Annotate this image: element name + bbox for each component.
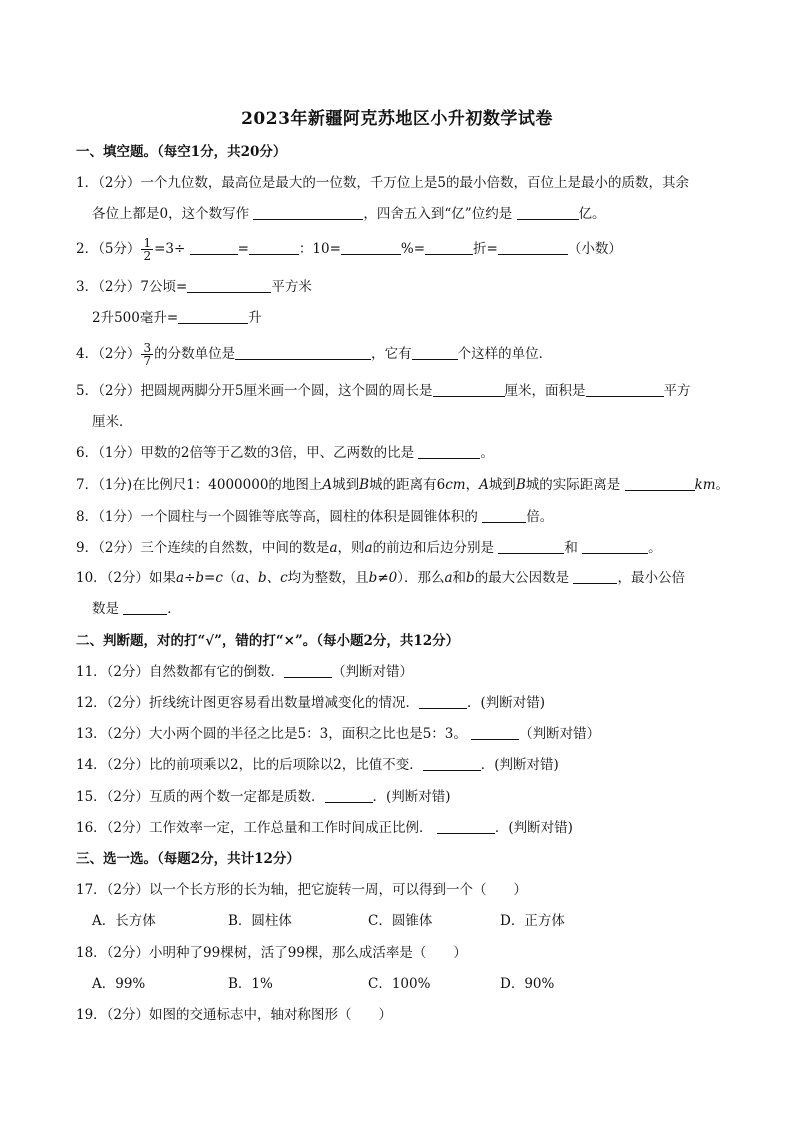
section-true-false: 二、判断题，对的打“√”，错的打“×”。（每小题2分，共12分） bbox=[76, 633, 460, 649]
q4-blank-2[interactable] bbox=[412, 345, 458, 360]
q16-text: 16．（2分）工作效率一定，工作总量和工作时间成正比例． bbox=[76, 820, 433, 836]
q9-text-e: 。 bbox=[648, 540, 662, 556]
q7-blank[interactable] bbox=[625, 476, 695, 491]
question-10-line-2 bbox=[92, 599, 181, 619]
question-16 bbox=[76, 818, 573, 838]
q1-text-c: ，四舍五入到“亿”位约是 bbox=[363, 206, 513, 222]
question-5-line-2: 厘米． bbox=[92, 414, 133, 430]
q2-fraction bbox=[141, 237, 153, 262]
q10-text-h: 数是 bbox=[92, 601, 119, 617]
q10-text-b: （ bbox=[222, 570, 237, 586]
q2-blank-1[interactable] bbox=[190, 240, 238, 255]
q8-text-b: 倍。 bbox=[526, 509, 554, 525]
q10-var-a: a bbox=[444, 570, 453, 586]
q3-text-c: 2升500毫升= bbox=[92, 310, 179, 326]
q14-suffix: ．(判断对错) bbox=[480, 757, 559, 773]
q2-blank-3[interactable] bbox=[341, 240, 401, 255]
q3-text-d: 升 bbox=[248, 310, 262, 326]
q4-fraction bbox=[141, 342, 153, 367]
question-10-line-1 bbox=[76, 568, 685, 588]
q10-expression: a÷b=c bbox=[176, 570, 223, 586]
q4-text-a: 的分数单位是 bbox=[154, 346, 236, 362]
q7-unit-cm: cm bbox=[445, 477, 466, 493]
q7-text-f: 城的实际距离是 bbox=[525, 477, 621, 493]
q13-text: 13．（2分）大小两个圆的半径之比是5：3，面积之比也是5：3。 bbox=[76, 726, 467, 742]
question-3-line-2 bbox=[92, 308, 262, 328]
q7-var-b2: B bbox=[515, 477, 526, 493]
q10-var-b: b bbox=[466, 570, 475, 586]
q5-text-a: 5．（2分）把圆规两脚分开5厘米画一个圆，这个圆的周长是 bbox=[76, 383, 433, 399]
q10-text-c: 均为整数，且 bbox=[287, 570, 369, 586]
q6-text-a: 6．（1分）甲数的2倍等于乙数的3倍，甲、乙两数的比是 bbox=[76, 445, 415, 461]
section-multiple-choice: 三、选一选。（每题2分，共计12分） bbox=[76, 851, 300, 867]
question-1-line-1 bbox=[76, 173, 689, 193]
q11-suffix: （判断对错） bbox=[332, 664, 414, 680]
q10-text-e: 和 bbox=[452, 570, 467, 586]
q9-blank-1[interactable] bbox=[498, 539, 564, 554]
q10-text-d: ）．那么 bbox=[397, 570, 445, 586]
question-15 bbox=[76, 787, 451, 807]
q11-blank[interactable] bbox=[284, 663, 332, 678]
q4-numerator: 3 bbox=[143, 341, 152, 355]
q10-blank-2[interactable] bbox=[123, 600, 167, 615]
question-2 bbox=[76, 237, 622, 262]
q4-prefix: 4．（2分） bbox=[76, 346, 141, 362]
q18-option-b[interactable]: B．1% bbox=[228, 976, 273, 992]
q16-blank[interactable] bbox=[437, 819, 495, 834]
q8-blank[interactable] bbox=[482, 508, 526, 523]
q5-blank-1[interactable] bbox=[433, 382, 505, 397]
q4-text-c: 个这样的单位． bbox=[457, 346, 553, 362]
page-title: 2023年新疆阿克苏地区小升初数学试卷 bbox=[241, 109, 553, 129]
q9-text-c: 的前边和后边分别是 bbox=[372, 540, 495, 556]
q10-condition: b≠0 bbox=[368, 570, 398, 586]
q11-text: 11．（2分）自然数都有它的倒数． bbox=[76, 664, 285, 680]
q17-option-b[interactable]: B．圆柱体 bbox=[228, 913, 292, 929]
q2-blank-5[interactable] bbox=[498, 240, 568, 255]
q8-text-a: 8．（1分）一个圆柱与一个圆锥等底等高，圆柱的体积是圆锥体积的 bbox=[76, 509, 478, 525]
q17-option-a[interactable]: A．长方体 bbox=[92, 913, 156, 929]
q4-blank-1[interactable] bbox=[235, 345, 371, 360]
q7-text-d: ， bbox=[465, 477, 480, 493]
q2-blank-4[interactable] bbox=[425, 240, 473, 255]
q3-text-b: 平方米 bbox=[271, 279, 312, 295]
q1-blank-2[interactable] bbox=[517, 205, 579, 220]
question-13 bbox=[76, 724, 600, 744]
q2-text-1: =3÷ bbox=[154, 241, 186, 257]
q5-text-c: 平方 bbox=[663, 383, 691, 399]
q7-text-b: 城到 bbox=[332, 477, 360, 493]
q9-var-a: a bbox=[329, 540, 338, 556]
q7-text-g: 。 bbox=[715, 477, 730, 493]
question-1-line-2 bbox=[92, 204, 606, 224]
q1-text-b: 各位上都是0，这个数写作 bbox=[92, 206, 250, 222]
q9-var-a2: a bbox=[364, 540, 373, 556]
q15-blank[interactable] bbox=[325, 788, 373, 803]
q17-option-d[interactable]: D．正方体 bbox=[500, 913, 565, 929]
q2-prefix: 2．（5分） bbox=[76, 241, 141, 257]
q14-text: 14．（2分）比的前项乘以2，比的后项除以2，比值不变． bbox=[76, 757, 423, 773]
question-8 bbox=[76, 507, 553, 527]
q9-text-a: 9．（2分）三个连续的自然数，中间的数是 bbox=[76, 540, 330, 556]
q9-text-b: ，则 bbox=[337, 540, 365, 556]
section-fill-in: 一、填空题。（每空1分，共20分） bbox=[76, 144, 287, 160]
q13-suffix: （判断对错） bbox=[519, 726, 601, 742]
question-4 bbox=[76, 342, 552, 367]
q2-text-6: （小数） bbox=[567, 241, 622, 257]
q18-option-a[interactable]: A．99% bbox=[92, 976, 146, 992]
question-6 bbox=[76, 443, 494, 463]
q7-var-b1: B bbox=[359, 477, 370, 493]
q18-option-d[interactable]: D．90% bbox=[500, 976, 555, 992]
q5-text-b: 厘米，面积是 bbox=[504, 383, 586, 399]
q7-unit-km: km bbox=[694, 477, 716, 493]
question-11 bbox=[76, 662, 413, 682]
q1-text-d: 亿。 bbox=[578, 206, 606, 222]
q9-blank-2[interactable] bbox=[582, 539, 648, 554]
q2-numerator: 1 bbox=[143, 236, 152, 250]
question-5-line-1 bbox=[76, 381, 691, 401]
q3-text-a: 3．（2分）7公顷= bbox=[76, 279, 188, 295]
q13-blank[interactable] bbox=[471, 725, 519, 740]
q3-blank-2[interactable] bbox=[178, 309, 248, 324]
question-9 bbox=[76, 538, 662, 558]
q9-text-d: 和 bbox=[564, 540, 578, 556]
q2-text-4: %= bbox=[400, 241, 426, 257]
q6-text-b: 。 bbox=[480, 445, 494, 461]
question-19: 19．（2分）如图的交通标志中，轴对称图形（ ） bbox=[76, 1007, 393, 1023]
q2-text-5: 折= bbox=[473, 241, 498, 257]
question-3-line-1 bbox=[76, 277, 312, 297]
q4-denominator: 7 bbox=[143, 354, 152, 368]
q16-suffix: ．(判断对错) bbox=[494, 820, 573, 836]
q7-text-c: 城的距离有6 bbox=[369, 477, 446, 493]
q7-var-a2: A bbox=[479, 477, 489, 493]
question-12 bbox=[76, 693, 545, 713]
q3-blank-1[interactable] bbox=[187, 278, 271, 293]
q17-option-c[interactable]: C．圆锥体 bbox=[368, 913, 433, 929]
q12-text: 12．（2分）折线统计图更容易看出数量增减变化的情况． bbox=[76, 695, 420, 711]
q14-blank[interactable] bbox=[423, 756, 481, 771]
q15-text: 15．（2分）互质的两个数一定都是质数． bbox=[76, 789, 325, 805]
q2-text-2: = bbox=[237, 241, 249, 257]
q7-text-a: 7．（1分)在比例尺1：4000000的地图上 bbox=[76, 477, 323, 493]
question-14 bbox=[76, 755, 559, 775]
q6-blank[interactable] bbox=[418, 444, 480, 459]
q10-blank-1[interactable] bbox=[573, 569, 617, 584]
q15-suffix: ．(判断对错) bbox=[372, 789, 451, 805]
q10-vars: a、b、c bbox=[236, 570, 288, 586]
q1-blank-1[interactable] bbox=[253, 205, 363, 220]
q7-text-e: 城到 bbox=[488, 477, 516, 493]
q10-text-a: 10．（2分）如果 bbox=[76, 570, 177, 586]
q12-suffix: ．(判断对错) bbox=[467, 695, 546, 711]
q18-option-c[interactable]: C．100% bbox=[368, 976, 431, 992]
q2-blank-2[interactable] bbox=[249, 240, 299, 255]
question-7 bbox=[76, 475, 729, 495]
q10-text-g: ，最小公倍 bbox=[617, 570, 685, 586]
q10-text-i: ． bbox=[167, 601, 181, 617]
question-18: 18．（2分）小明种了99棵树，活了99棵，那么成活率是（ ） bbox=[76, 945, 467, 961]
q10-text-f: 的最大公因数是 bbox=[474, 570, 570, 586]
q12-blank[interactable] bbox=[419, 694, 467, 709]
q4-text-b: ，它有 bbox=[371, 346, 412, 362]
q7-var-a1: A bbox=[322, 477, 333, 493]
q2-denominator: 2 bbox=[143, 249, 152, 263]
q1-text-a: 1．（2分）一个九位数，最高位是最大的一位数，千万位上是5的最小倍数，百位上是最小的质数，其余 bbox=[76, 175, 690, 191]
question-17: 17．（2分）以一个长方形的长为轴，把它旋转一周，可以得到一个（ ） bbox=[76, 882, 528, 898]
q5-blank-2[interactable] bbox=[586, 382, 664, 397]
q2-text-3: ：10= bbox=[298, 241, 341, 257]
